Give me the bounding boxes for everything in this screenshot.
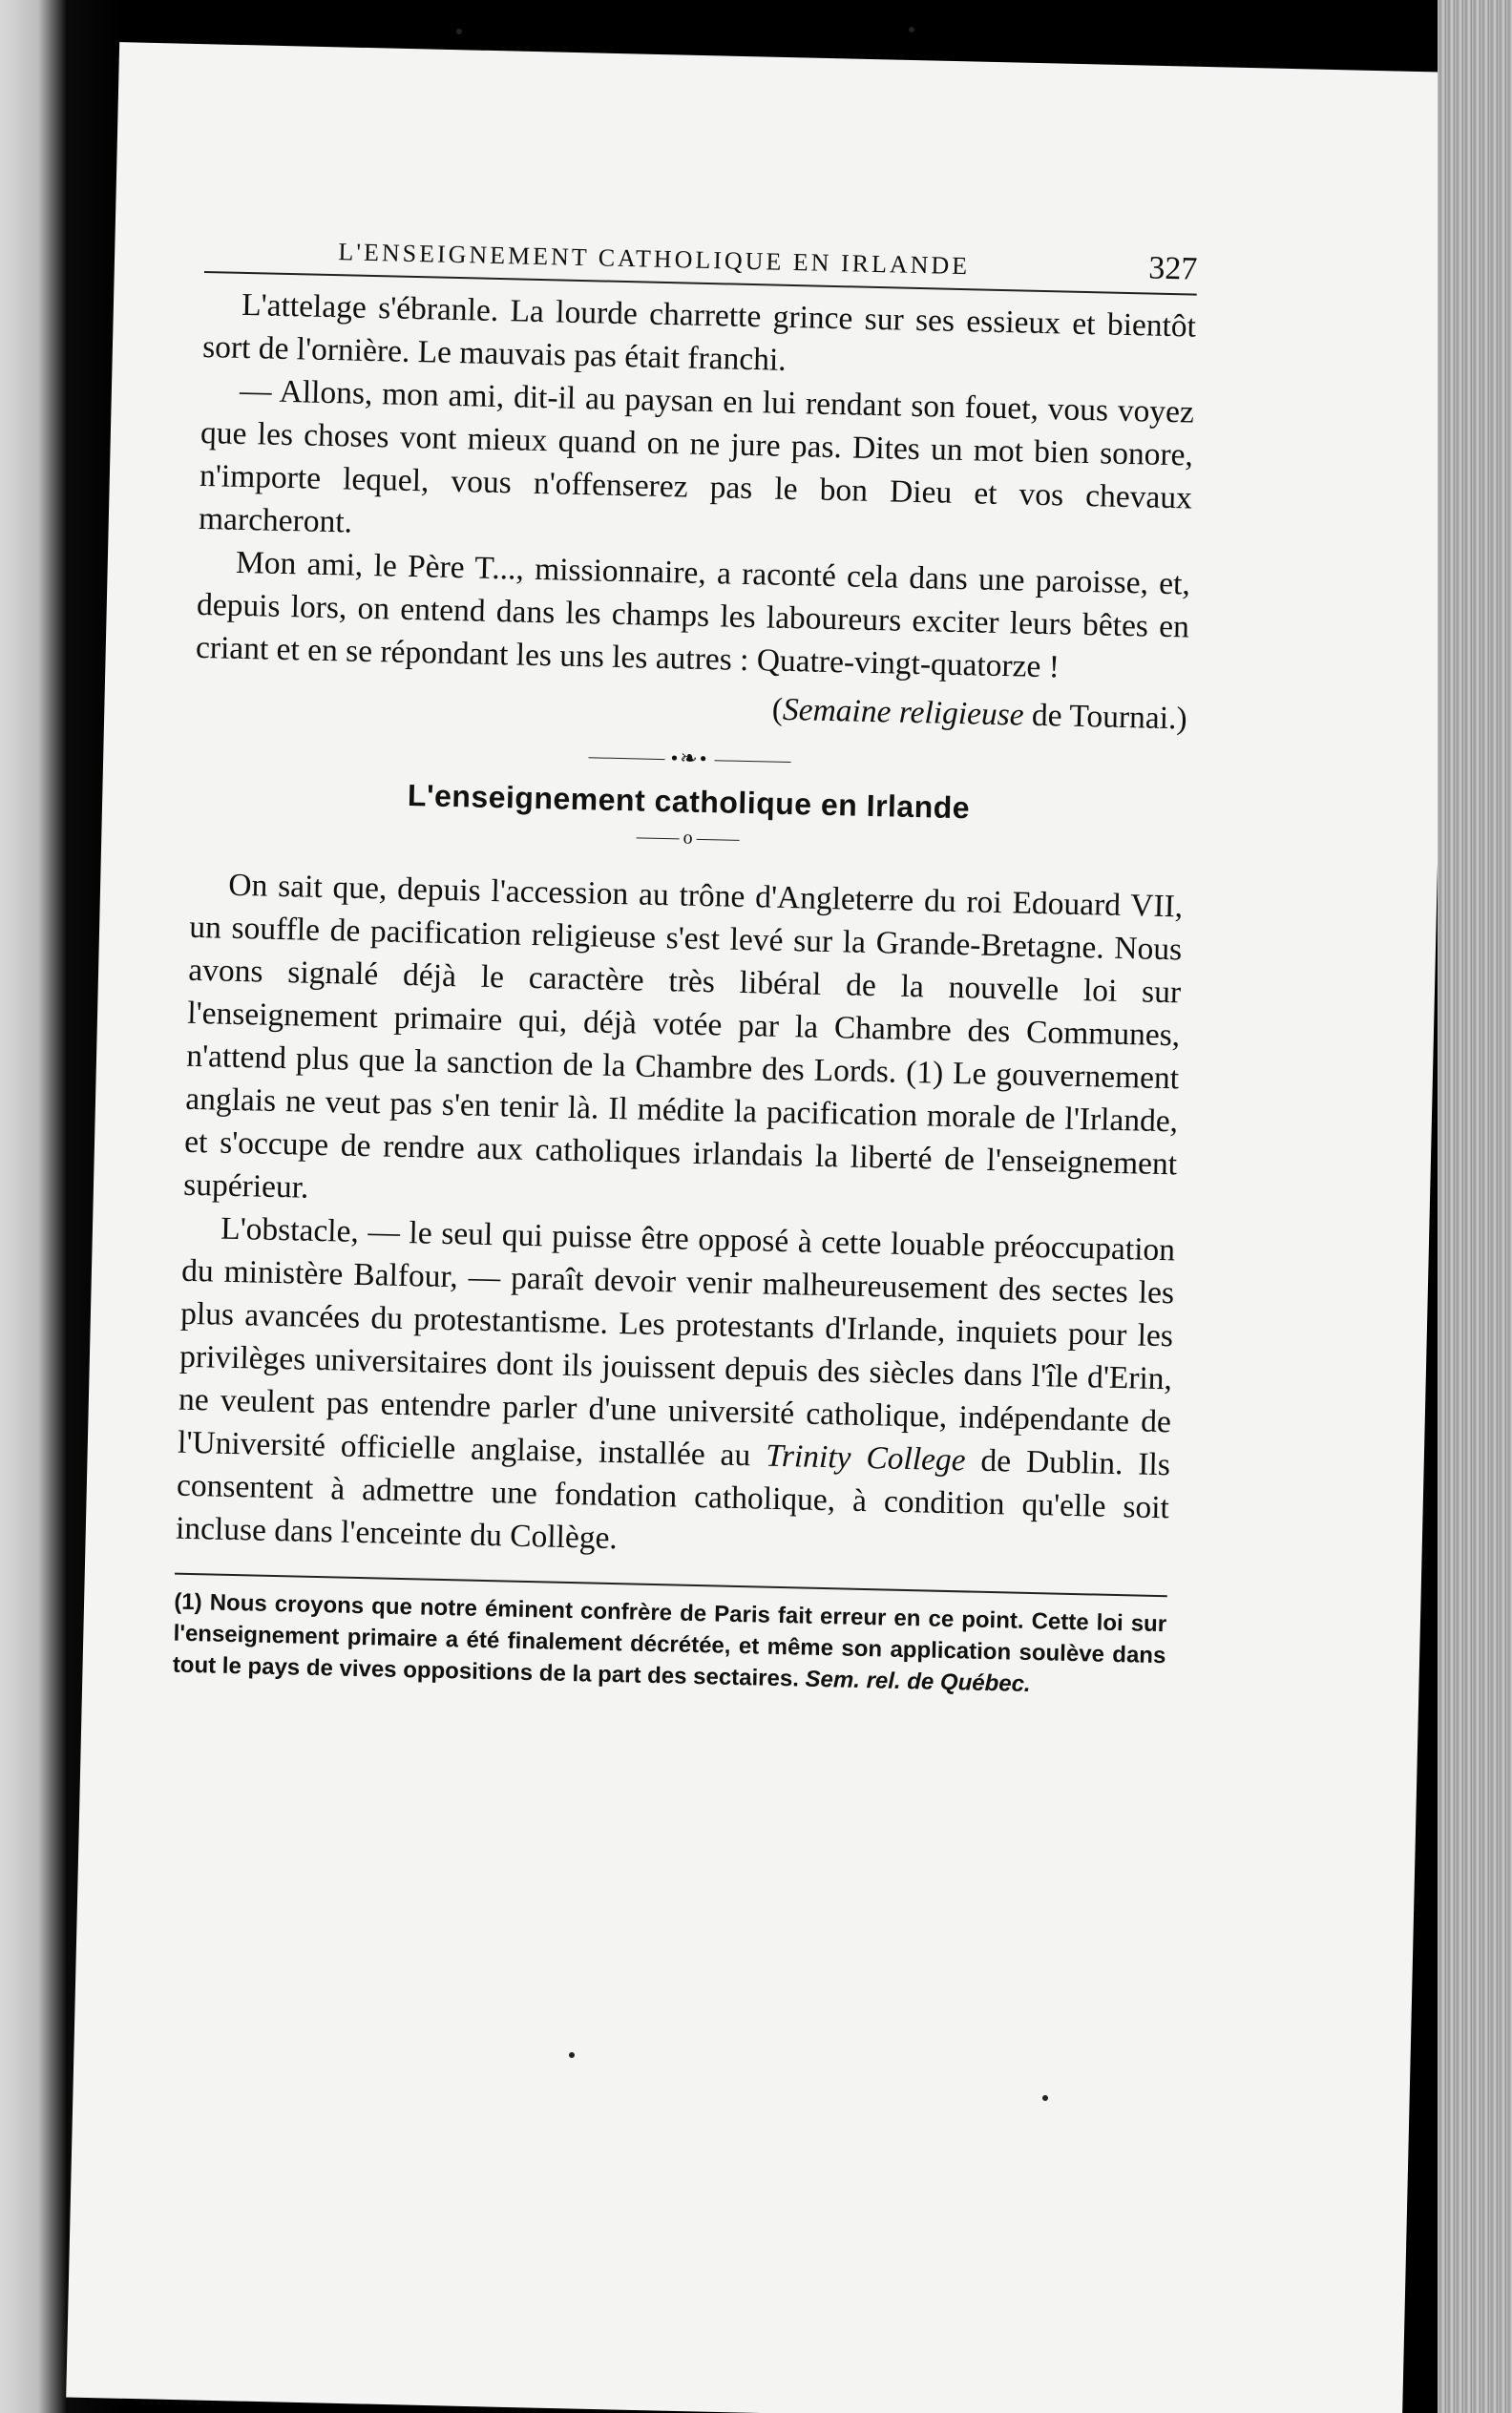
page-content (172, 229, 1197, 1703)
page-number: 327 (1147, 250, 1198, 287)
paragraph: L'attelage s'ébranle. La lourde charrette grince sur ses essieux et bientôt sort de l'ornière. Le mauvais pas était franchi. (201, 286, 1197, 378)
ornament-rule-left (589, 758, 665, 761)
footnote-source: Sem. rel. de Québec. (805, 1666, 1031, 1698)
speck (909, 27, 914, 32)
source-place: de Tournai.) (1023, 697, 1188, 737)
speck (1042, 2095, 1048, 2101)
running-head-title: L'ENSEIGNEMENT CATHOLIQUE EN IRLANDE (338, 238, 971, 281)
source-journal-title: Semaine religieuse (782, 691, 1025, 733)
paragraph (176, 1206, 1176, 1573)
paragraph: — Allons, mon ami, dit-il au paysan en lui rendant son fouet, vous voyez que les choses vont mieux quand on ne jure pas. Dites un mot bien sonore, n'importe lequel, vous n'offenserez pas le bon Dieu et vos chevaux marcheront. (198, 372, 1195, 540)
title-ornament-mark: o (682, 827, 693, 849)
title-ornament-rule-right (697, 839, 740, 841)
source-open-paren: ( (771, 691, 784, 727)
paragraph-text-end: de Dublin. Ils consentent à admettre une fondation catholique, à condition qu'elle soit incluse dans l'enceinte du Collège. (175, 1442, 1171, 1557)
article-title: L'enseignement catholique en Irlande (407, 777, 971, 826)
title-ornament-rule-left (637, 837, 680, 839)
footnote-text: (1) Nous croyons que notre éminent confrère de Paris fait erreur en ce point. Cette loi sur l'enseignement primaire a été finalement décrétée, et même son application soulève dans tout le pays de vives oppositions de la part des sectaires. (172, 1588, 1167, 1692)
paragraph: On sait que, depuis l'accession au trône d'Angleterre du roi Edouard VII, un souffle de pacification religieuse s'est levé sur la Grande-Bretagne. Nous avons signalé déjà le caractère très libéral de la nouvelle loi sur l'enseignement primaire qui, déjà votée par la Chambre des Communes, n'attend plus que la sanction de la Chambre des Lords. (1) Le gouvernement anglais ne veut pas s'en tenir là. Il médite la pacification morale de l'Irlande, et s'occupe de rendre aux catholiques irlandais la liberté de l'enseignement supérieur. (182, 867, 1184, 1206)
ornament-glyph: •❧• (670, 745, 709, 771)
college-name-italic: Trinity College (765, 1437, 967, 1479)
paragraph: Mon ami, le Père T..., missionnaire, a raconté cela dans une paroisse, et, depuis lors, on entend dans les champs les laboureurs exciter leurs bêtes en criant et en se répondant les uns les autres : Quatre-vingt-quatorze ! (195, 544, 1191, 685)
section-divider-ornament (193, 735, 1186, 783)
ornament-rule-right (714, 761, 790, 764)
page-stack-edges (1438, 0, 1512, 2413)
speck (569, 2052, 575, 2058)
speck (456, 29, 462, 34)
paragraph-text: L'obstacle, — le seul qui puisse être opposé à cette louable préoccupation du ministère Balfour, — paraît devoir venir malheureusement des sectes les plus avancées du protestantisme. Les protestants d'Irlande, inquiets pour les privilèges universitaires dont ils jouissent depuis des siècles dans l'île d'Erin, ne veulent pas entendre parler d'une université catholique, indépendante de l'Université officielle anglaise, installée au (177, 1210, 1176, 1474)
